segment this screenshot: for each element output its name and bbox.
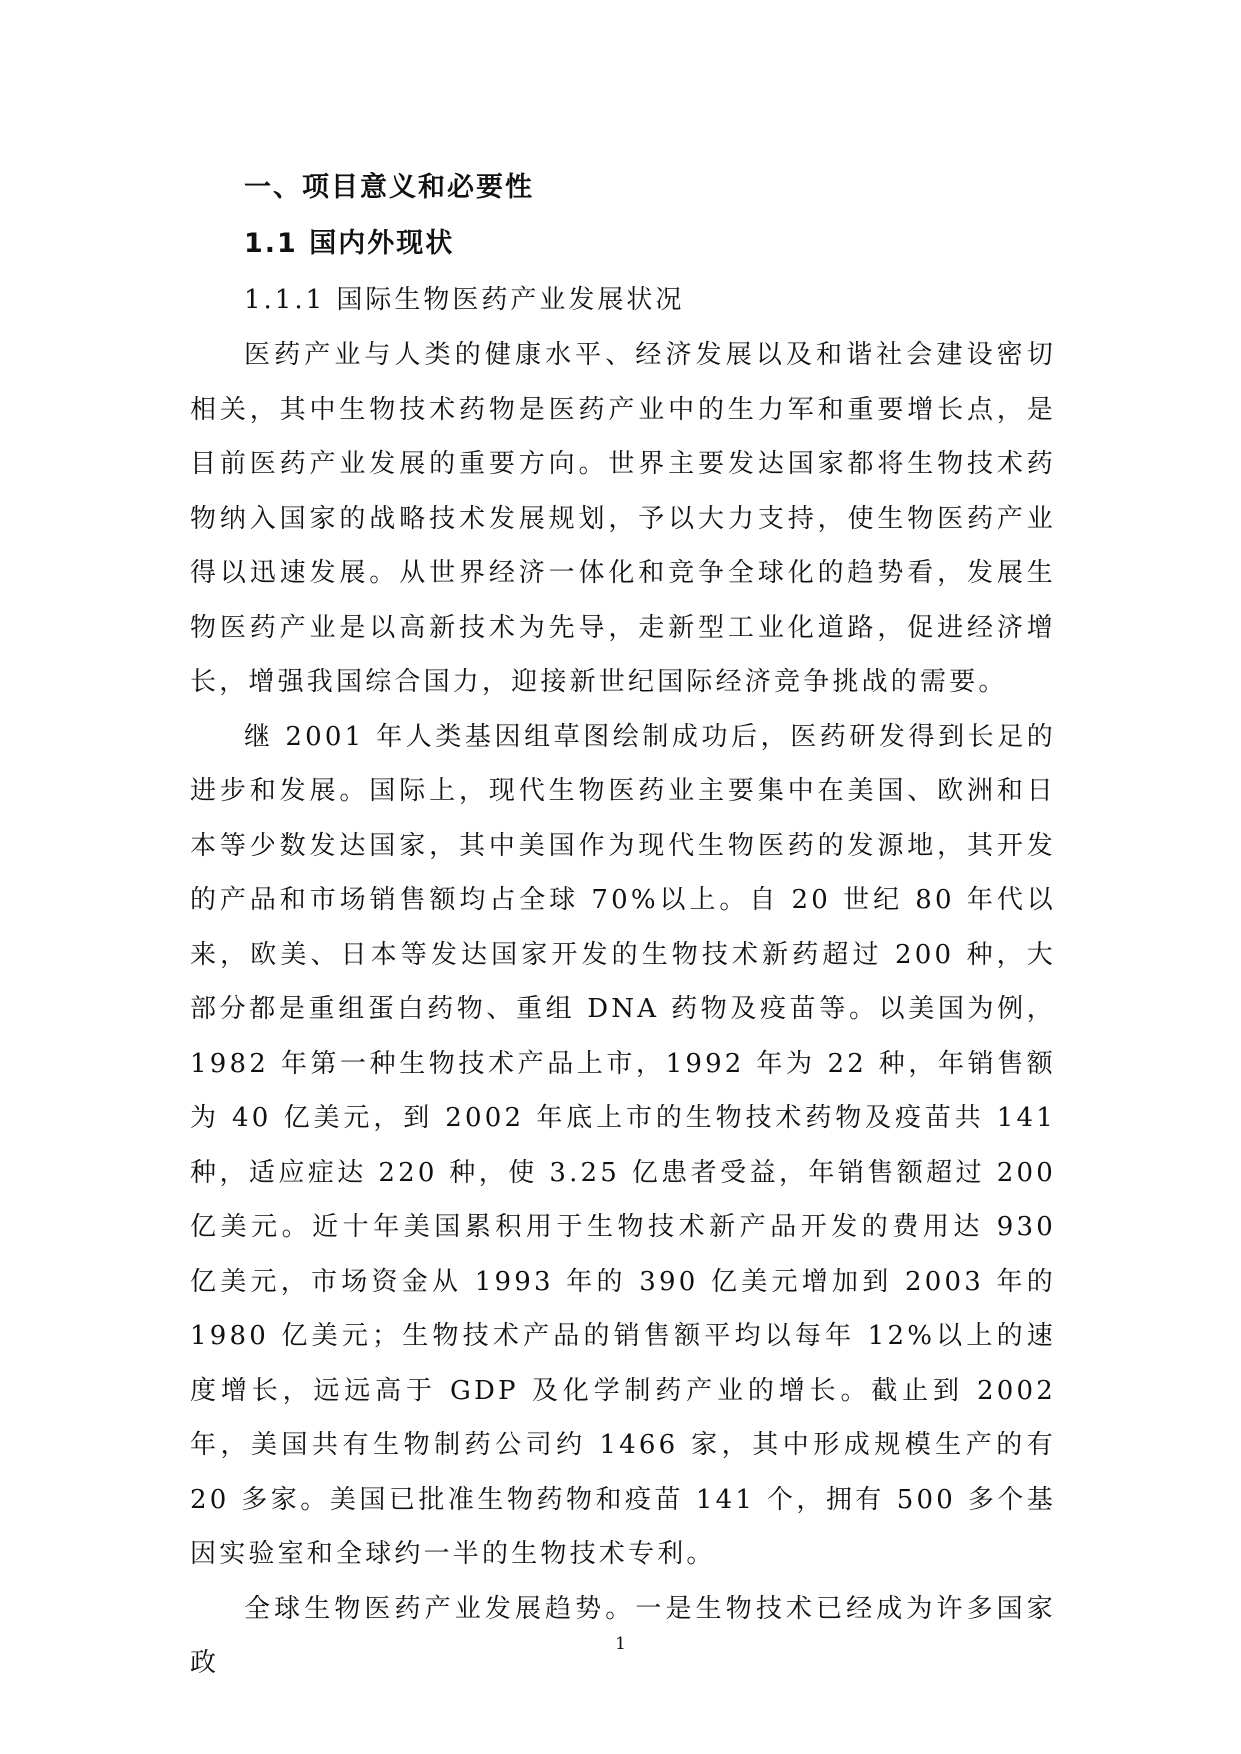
- page-number: 1: [615, 1634, 626, 1654]
- sub-subsection-heading: 1.1.1 国际生物医药产业发展状况: [244, 285, 685, 315]
- document-body: [190, 160, 1056, 1691]
- section-heading: 一、项目意义和必要性: [244, 172, 534, 203]
- paragraph-us-biopharma: 继 2001 年人类基因组草图绘制成功后，医药研发得到长足的进步和发展。国际上，现代生物医药业主要集中在美国、欧洲和日本等少数发达国家，其中美国作为现代生物医药的发源地，其开发的产品和市场销售额均占全球 70%以上。自 20 世纪 80 年代以来，欧美、日本等发达国家开发的生物技术新药超过 200 种，大部分都是重组蛋白药物、重组 DNA 药物及疫苗等。以美国为例，1982 年第一种生物技术产品上市，1992 年为 22 种，年销售额为 40 亿美元，到 2002 年底上市的生物技术药物及疫苗共 141 种，适应症达 220 种，使 3.25 亿患者受益，年销售额超过 200 亿美元。近十年美国累积用于生物技术新产品开发的费用达 930 亿美元，市场资金从 1993 年的 390 亿美元增加到 2003 年的 1980 亿美元；生物技术产品的销售额平均以每年 12%以上的速度增长，远远高于 GDP 及化学制药产业的增长。截止到 2002 年，美国共有生物制药公司约 1466 家，其中形成规模生产的有 20 多家。美国已批准生物药物和疫苗 141 个，拥有 500 多个基因实验室和全球约一半的生物技术专利。: [190, 721, 1056, 1569]
- subsection-heading: 1.1 国内外现状: [244, 228, 455, 259]
- paragraph-intro: 医药产业与人类的健康水平、经济发展以及和谐社会建设密切相关，其中生物技术药物是医药产业中的生力军和重要增长点，是目前医药产业发展的重要方向。世界主要发达国家都将生物技术药物纳入国家的战略技术发展规划，予以大力支持，使生物医药产业得以迅速发展。从世界经济一体化和竞争全球化的趋势看，发展生物医药产业是以高新技术为先导，走新型工业化道路，促进经济增长，增强我国综合国力，迎接新世纪国际经济竞争挑战的需要。: [190, 340, 1056, 697]
- paragraph-global-trends: 全球生物医药产业发展趋势。一是生物技术已经成为许多国家政: [190, 1593, 1056, 1678]
